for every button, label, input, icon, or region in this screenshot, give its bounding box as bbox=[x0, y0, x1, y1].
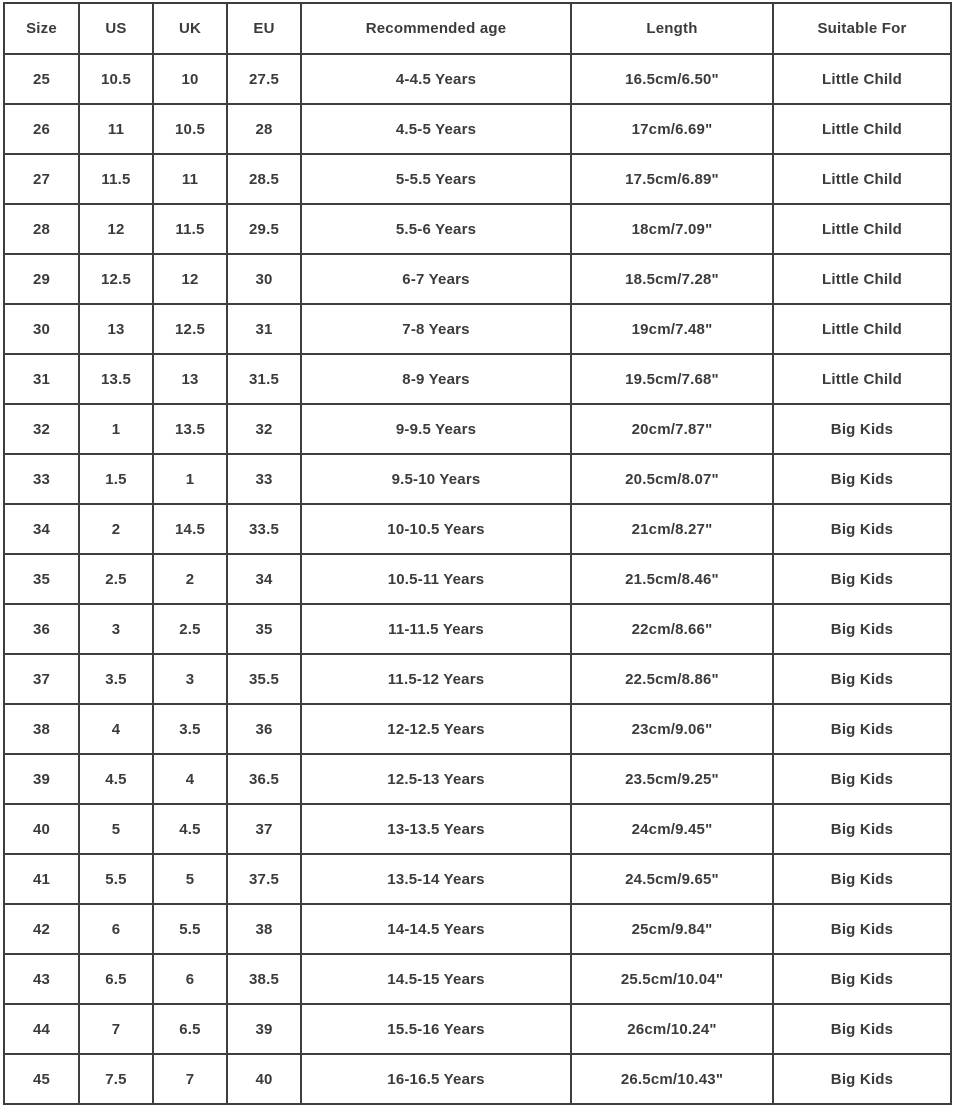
cell-length: 19cm/7.48" bbox=[571, 304, 773, 354]
cell-uk: 13.5 bbox=[153, 404, 227, 454]
cell-eu: 37 bbox=[227, 804, 301, 854]
cell-age: 10-10.5 Years bbox=[301, 504, 571, 554]
cell-us: 3 bbox=[79, 604, 153, 654]
cell-length: 21.5cm/8.46" bbox=[571, 554, 773, 604]
table-row bbox=[4, 904, 951, 954]
cell-suitable: Big Kids bbox=[773, 404, 951, 454]
column-header-eu: EU bbox=[227, 3, 301, 54]
cell-length: 21cm/8.27" bbox=[571, 504, 773, 554]
cell-uk: 3.5 bbox=[153, 704, 227, 754]
cell-suitable: Big Kids bbox=[773, 454, 951, 504]
cell-length: 23cm/9.06" bbox=[571, 704, 773, 754]
cell-uk: 2.5 bbox=[153, 604, 227, 654]
cell-eu: 30 bbox=[227, 254, 301, 304]
table-row bbox=[4, 254, 951, 304]
size-chart-table bbox=[3, 2, 952, 1105]
cell-uk: 1 bbox=[153, 454, 227, 504]
cell-us: 11.5 bbox=[79, 154, 153, 204]
table-row bbox=[4, 804, 951, 854]
cell-age: 11.5-12 Years bbox=[301, 654, 571, 704]
cell-us: 1.5 bbox=[79, 454, 153, 504]
cell-size: 43 bbox=[4, 954, 79, 1004]
table-row bbox=[4, 154, 951, 204]
cell-us: 12.5 bbox=[79, 254, 153, 304]
cell-uk: 5.5 bbox=[153, 904, 227, 954]
cell-size: 29 bbox=[4, 254, 79, 304]
cell-size: 30 bbox=[4, 304, 79, 354]
cell-eu: 40 bbox=[227, 1054, 301, 1104]
table-row bbox=[4, 504, 951, 554]
table-row bbox=[4, 704, 951, 754]
cell-eu: 38 bbox=[227, 904, 301, 954]
cell-age: 16-16.5 Years bbox=[301, 1054, 571, 1104]
cell-uk: 7 bbox=[153, 1054, 227, 1104]
cell-size: 31 bbox=[4, 354, 79, 404]
cell-size: 34 bbox=[4, 504, 79, 554]
cell-size: 36 bbox=[4, 604, 79, 654]
cell-eu: 31 bbox=[227, 304, 301, 354]
cell-size: 27 bbox=[4, 154, 79, 204]
table-row bbox=[4, 404, 951, 454]
cell-suitable: Big Kids bbox=[773, 1054, 951, 1104]
cell-eu: 39 bbox=[227, 1004, 301, 1054]
cell-uk: 6 bbox=[153, 954, 227, 1004]
cell-suitable: Big Kids bbox=[773, 604, 951, 654]
cell-uk: 12 bbox=[153, 254, 227, 304]
cell-eu: 31.5 bbox=[227, 354, 301, 404]
cell-us: 12 bbox=[79, 204, 153, 254]
table-header bbox=[4, 3, 951, 54]
cell-length: 19.5cm/7.68" bbox=[571, 354, 773, 404]
cell-uk: 11.5 bbox=[153, 204, 227, 254]
cell-us: 4.5 bbox=[79, 754, 153, 804]
cell-size: 42 bbox=[4, 904, 79, 954]
cell-size: 35 bbox=[4, 554, 79, 604]
cell-size: 37 bbox=[4, 654, 79, 704]
cell-age: 4-4.5 Years bbox=[301, 54, 571, 104]
table-row bbox=[4, 954, 951, 1004]
cell-length: 16.5cm/6.50" bbox=[571, 54, 773, 104]
cell-length: 18.5cm/7.28" bbox=[571, 254, 773, 304]
cell-uk: 13 bbox=[153, 354, 227, 404]
cell-length: 22cm/8.66" bbox=[571, 604, 773, 654]
cell-length: 25.5cm/10.04" bbox=[571, 954, 773, 1004]
cell-uk: 14.5 bbox=[153, 504, 227, 554]
cell-us: 13 bbox=[79, 304, 153, 354]
cell-uk: 4 bbox=[153, 754, 227, 804]
table-row bbox=[4, 104, 951, 154]
cell-uk: 4.5 bbox=[153, 804, 227, 854]
cell-age: 10.5-11 Years bbox=[301, 554, 571, 604]
table-row bbox=[4, 304, 951, 354]
cell-eu: 37.5 bbox=[227, 854, 301, 904]
cell-age: 15.5-16 Years bbox=[301, 1004, 571, 1054]
cell-age: 14.5-15 Years bbox=[301, 954, 571, 1004]
cell-suitable: Big Kids bbox=[773, 704, 951, 754]
cell-eu: 38.5 bbox=[227, 954, 301, 1004]
cell-us: 7.5 bbox=[79, 1054, 153, 1104]
column-header-age: Recommended age bbox=[301, 3, 571, 54]
table-row bbox=[4, 654, 951, 704]
table-row bbox=[4, 1004, 951, 1054]
table-row bbox=[4, 554, 951, 604]
cell-eu: 28 bbox=[227, 104, 301, 154]
column-header-length: Length bbox=[571, 3, 773, 54]
cell-us: 2.5 bbox=[79, 554, 153, 604]
cell-uk: 2 bbox=[153, 554, 227, 604]
cell-suitable: Little Child bbox=[773, 154, 951, 204]
cell-age: 13-13.5 Years bbox=[301, 804, 571, 854]
cell-eu: 35 bbox=[227, 604, 301, 654]
cell-eu: 27.5 bbox=[227, 54, 301, 104]
cell-uk: 11 bbox=[153, 154, 227, 204]
table-row bbox=[4, 1054, 951, 1104]
cell-length: 22.5cm/8.86" bbox=[571, 654, 773, 704]
cell-suitable: Big Kids bbox=[773, 904, 951, 954]
cell-suitable: Big Kids bbox=[773, 554, 951, 604]
cell-uk: 10 bbox=[153, 54, 227, 104]
cell-eu: 28.5 bbox=[227, 154, 301, 204]
cell-eu: 32 bbox=[227, 404, 301, 454]
cell-us: 6 bbox=[79, 904, 153, 954]
cell-eu: 29.5 bbox=[227, 204, 301, 254]
cell-suitable: Big Kids bbox=[773, 1004, 951, 1054]
cell-age: 6-7 Years bbox=[301, 254, 571, 304]
cell-us: 3.5 bbox=[79, 654, 153, 704]
cell-suitable: Little Child bbox=[773, 204, 951, 254]
cell-age: 12-12.5 Years bbox=[301, 704, 571, 754]
cell-size: 40 bbox=[4, 804, 79, 854]
cell-eu: 36.5 bbox=[227, 754, 301, 804]
cell-size: 26 bbox=[4, 104, 79, 154]
cell-eu: 33 bbox=[227, 454, 301, 504]
cell-length: 20.5cm/8.07" bbox=[571, 454, 773, 504]
cell-eu: 34 bbox=[227, 554, 301, 604]
cell-us: 2 bbox=[79, 504, 153, 554]
table-row bbox=[4, 354, 951, 404]
cell-age: 11-11.5 Years bbox=[301, 604, 571, 654]
cell-length: 18cm/7.09" bbox=[571, 204, 773, 254]
cell-age: 8-9 Years bbox=[301, 354, 571, 404]
cell-us: 1 bbox=[79, 404, 153, 454]
cell-eu: 36 bbox=[227, 704, 301, 754]
cell-suitable: Big Kids bbox=[773, 754, 951, 804]
column-header-suitable: Suitable For bbox=[773, 3, 951, 54]
cell-age: 5.5-6 Years bbox=[301, 204, 571, 254]
cell-size: 33 bbox=[4, 454, 79, 504]
cell-uk: 12.5 bbox=[153, 304, 227, 354]
cell-age: 13.5-14 Years bbox=[301, 854, 571, 904]
column-header-size: Size bbox=[4, 3, 79, 54]
cell-age: 9.5-10 Years bbox=[301, 454, 571, 504]
cell-size: 45 bbox=[4, 1054, 79, 1104]
table-row bbox=[4, 754, 951, 804]
cell-suitable: Big Kids bbox=[773, 854, 951, 904]
cell-size: 28 bbox=[4, 204, 79, 254]
cell-size: 32 bbox=[4, 404, 79, 454]
cell-age: 4.5-5 Years bbox=[301, 104, 571, 154]
cell-us: 5.5 bbox=[79, 854, 153, 904]
cell-length: 24cm/9.45" bbox=[571, 804, 773, 854]
cell-us: 13.5 bbox=[79, 354, 153, 404]
cell-us: 4 bbox=[79, 704, 153, 754]
table-body bbox=[4, 54, 951, 1104]
table-row bbox=[4, 454, 951, 504]
cell-size: 39 bbox=[4, 754, 79, 804]
cell-length: 25cm/9.84" bbox=[571, 904, 773, 954]
cell-eu: 33.5 bbox=[227, 504, 301, 554]
cell-length: 17.5cm/6.89" bbox=[571, 154, 773, 204]
cell-size: 41 bbox=[4, 854, 79, 904]
cell-uk: 3 bbox=[153, 654, 227, 704]
cell-suitable: Little Child bbox=[773, 354, 951, 404]
table-row bbox=[4, 604, 951, 654]
table-row bbox=[4, 54, 951, 104]
cell-suitable: Little Child bbox=[773, 54, 951, 104]
table-row bbox=[4, 204, 951, 254]
cell-us: 5 bbox=[79, 804, 153, 854]
cell-age: 5-5.5 Years bbox=[301, 154, 571, 204]
cell-length: 17cm/6.69" bbox=[571, 104, 773, 154]
cell-age: 12.5-13 Years bbox=[301, 754, 571, 804]
cell-size: 44 bbox=[4, 1004, 79, 1054]
cell-uk: 6.5 bbox=[153, 1004, 227, 1054]
table-row bbox=[4, 854, 951, 904]
cell-us: 10.5 bbox=[79, 54, 153, 104]
cell-length: 26cm/10.24" bbox=[571, 1004, 773, 1054]
cell-suitable: Little Child bbox=[773, 104, 951, 154]
cell-size: 25 bbox=[4, 54, 79, 104]
cell-age: 14-14.5 Years bbox=[301, 904, 571, 954]
cell-us: 11 bbox=[79, 104, 153, 154]
cell-age: 7-8 Years bbox=[301, 304, 571, 354]
cell-age: 9-9.5 Years bbox=[301, 404, 571, 454]
cell-us: 7 bbox=[79, 1004, 153, 1054]
column-header-uk: UK bbox=[153, 3, 227, 54]
cell-suitable: Big Kids bbox=[773, 804, 951, 854]
cell-suitable: Big Kids bbox=[773, 504, 951, 554]
cell-length: 26.5cm/10.43" bbox=[571, 1054, 773, 1104]
cell-length: 23.5cm/9.25" bbox=[571, 754, 773, 804]
column-header-us: US bbox=[79, 3, 153, 54]
header-row bbox=[4, 3, 951, 54]
cell-length: 20cm/7.87" bbox=[571, 404, 773, 454]
cell-uk: 5 bbox=[153, 854, 227, 904]
cell-suitable: Little Child bbox=[773, 304, 951, 354]
cell-size: 38 bbox=[4, 704, 79, 754]
cell-suitable: Big Kids bbox=[773, 654, 951, 704]
cell-eu: 35.5 bbox=[227, 654, 301, 704]
cell-us: 6.5 bbox=[79, 954, 153, 1004]
cell-suitable: Little Child bbox=[773, 254, 951, 304]
cell-suitable: Big Kids bbox=[773, 954, 951, 1004]
cell-uk: 10.5 bbox=[153, 104, 227, 154]
cell-length: 24.5cm/9.65" bbox=[571, 854, 773, 904]
